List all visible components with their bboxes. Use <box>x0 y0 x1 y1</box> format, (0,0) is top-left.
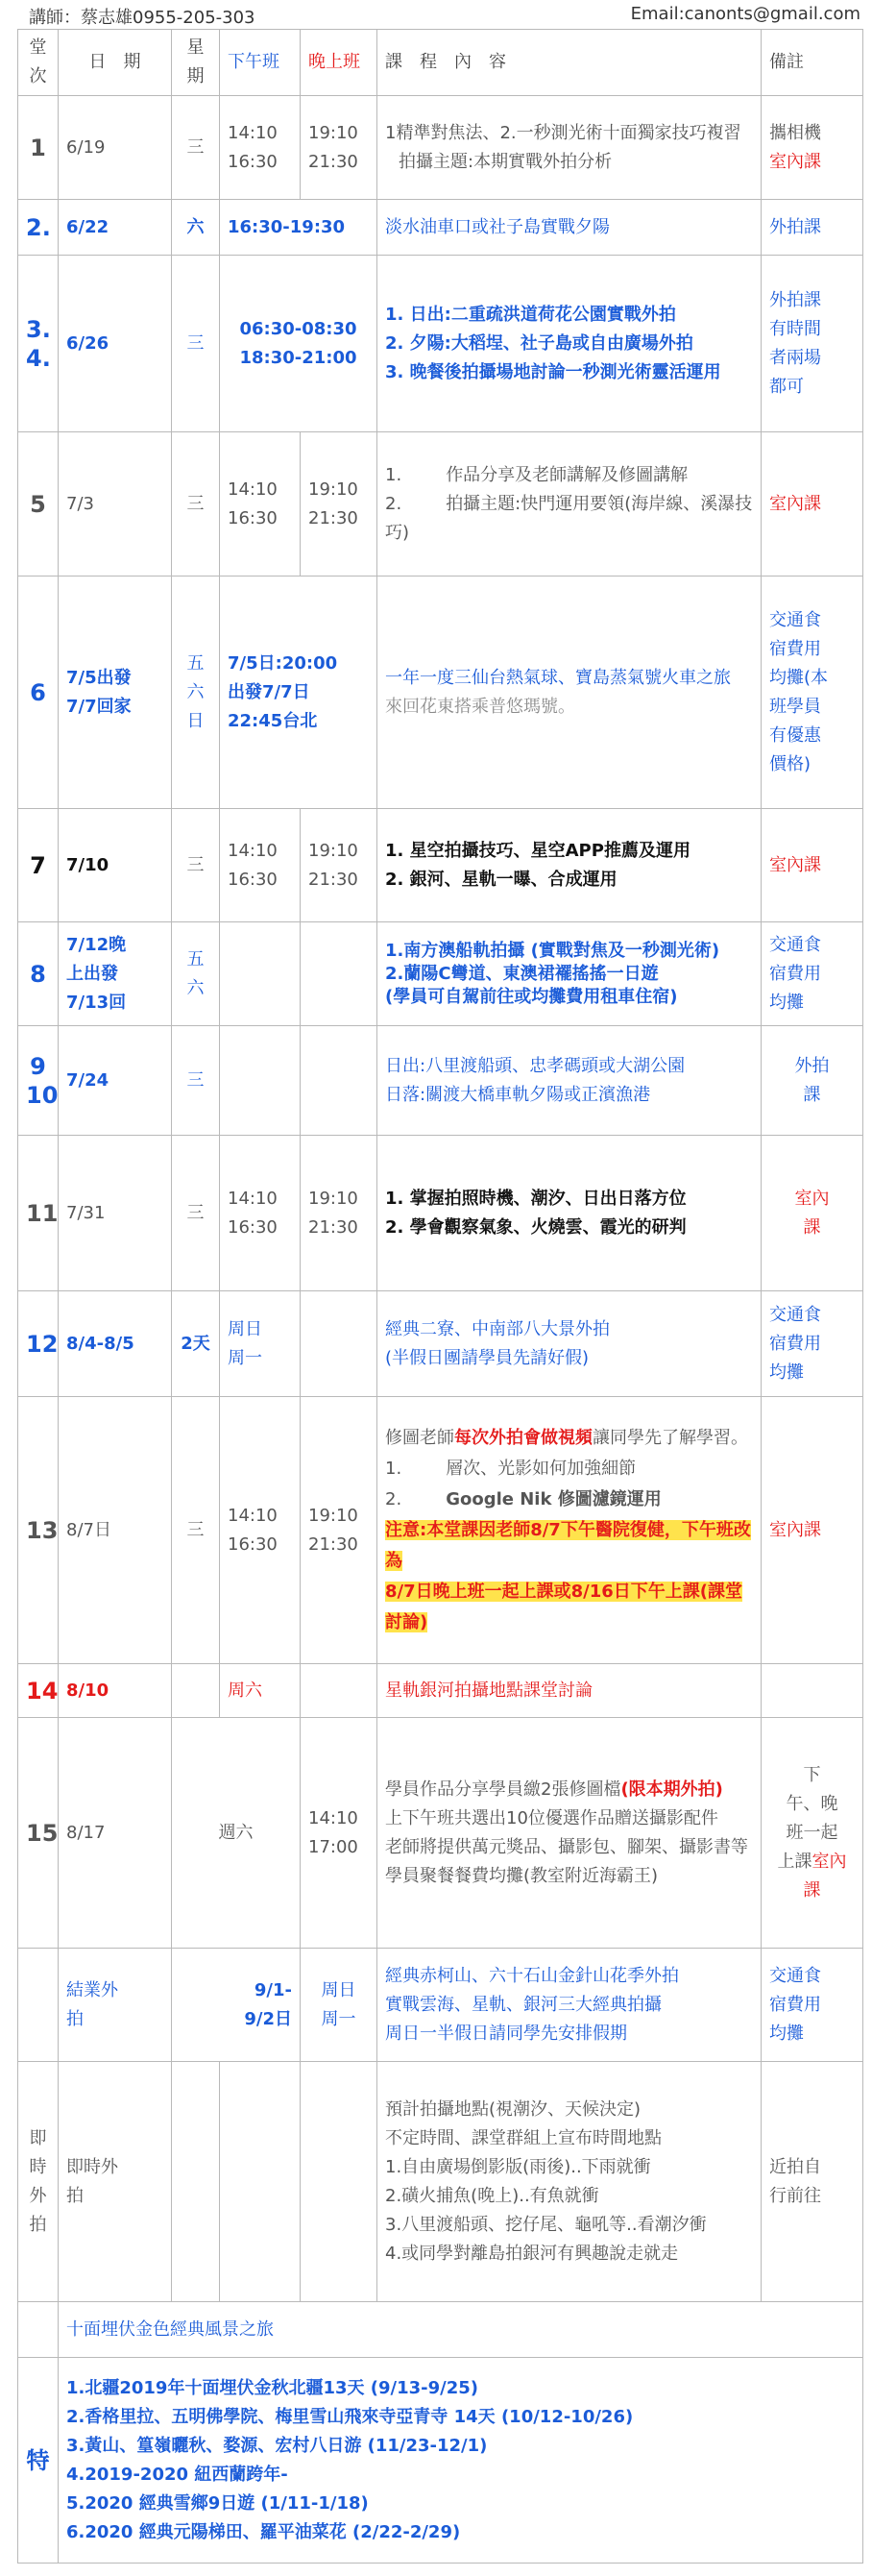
tour-list <box>59 2358 863 2564</box>
date-cell: 7/10 <box>59 809 172 922</box>
note-cell: 交通食 宿費用 均攤(本 班學員 有優惠 價格) <box>762 577 863 809</box>
list-item: 3.黃山、篁嶺曬秋、婺源、宏村八日游 (11/23-12/1) <box>66 2435 488 2456</box>
session-number: 5 <box>18 432 59 577</box>
afternoon-time: 周六 <box>220 1664 301 1718</box>
weekday-cell: 三 <box>172 1397 220 1664</box>
weekday-cell: 五 六 日 <box>172 577 220 809</box>
content-cell: 1. 星空拍攝技巧、星空APP推薦及運用 2. 銀河、星軌一曝、合成運用 <box>377 809 762 922</box>
col-note: 備註 <box>762 30 863 96</box>
table-row <box>18 2302 863 2358</box>
evening-time: 19:10 21:30 <box>301 1397 377 1664</box>
col-content: 課 程 內 容 <box>377 30 762 96</box>
evening-time: 19:10 21:30 <box>301 96 377 200</box>
session-number: 2. <box>18 200 59 256</box>
weekday-cell: 三 <box>172 96 220 200</box>
col-afternoon: 下午班 <box>220 30 301 96</box>
session-number: 7 <box>18 809 59 922</box>
afternoon-time: 14:10 16:30 <box>220 1397 301 1664</box>
session-number: 9 10 <box>18 1026 59 1136</box>
note-cell: 外拍課 有時間 者兩場 都可 <box>762 256 863 432</box>
content-cell: 一年一度三仙台熱氣球、寶島蒸氣號火車之旅 來回花東搭乘普悠瑪號。 <box>377 577 762 809</box>
session-number: 8 <box>18 922 59 1026</box>
content-cell: 經典二寮、中南部八大景外拍 (半假日團請學員先請好假) <box>377 1291 762 1397</box>
table-row <box>18 1664 863 1718</box>
date-cell: 8/17 <box>59 1718 172 1949</box>
date-cell: 7/24 <box>59 1026 172 1136</box>
note-cell: 室內課 <box>762 432 863 577</box>
note-cell: 室內課 <box>762 809 863 922</box>
note-cell: 攜相機 室內課 <box>762 96 863 200</box>
evening-time: 周日 周一 <box>301 1949 377 2062</box>
session-number: 即 時 外 拍 <box>18 2062 59 2302</box>
note-cell: 交通食 宿費用 均攤 <box>762 1949 863 2062</box>
date-cell: 6/19 <box>59 96 172 200</box>
content-cell: 1精準對焦法、2.一秒測光術十面獨家技巧複習 拍攝主題:本期實戰外拍分析 <box>377 96 762 200</box>
weekday-cell: 週六 <box>172 1718 301 1949</box>
time-cell: 7/5日:20:00 出發7/7日 22:45台北 <box>220 577 377 809</box>
afternoon-time: 14:10 16:30 <box>220 432 301 577</box>
date-cell: 8/4-8/5 <box>59 1291 172 1397</box>
content-cell: 淡水油車口或社子島實戰夕陽 <box>377 200 762 256</box>
col-weekday: 星期 <box>172 30 220 96</box>
afternoon-time: 9/1- 9/2日 <box>172 1949 301 2062</box>
email-contact: Email:canonts@gmail.com <box>630 4 860 24</box>
weekday-cell <box>172 2062 220 2302</box>
instructor-contact: 講師：蔡志雄0955-205-303 <box>29 8 255 28</box>
list-item: 4.2019-2020 紐西蘭跨年- <box>66 2464 288 2485</box>
content-cell: 日出:八里渡船頭、忠孝碼頭或大湖公園 日落:關渡大橋車軌夕陽或正濱漁港 <box>377 1026 762 1136</box>
col-evening: 晚上班 <box>301 30 377 96</box>
note-cell: 室內 課 <box>762 1136 863 1291</box>
page-header <box>29 0 860 29</box>
date-cell: 6/26 <box>59 256 172 432</box>
list-item: 1.北疆2019年十面埋伏金秋北疆13天 (9/13-9/25) <box>66 2377 478 2398</box>
content-cell: 星軌銀河拍攝地點課堂討論 <box>377 1664 762 1718</box>
date-cell: 7/12晚 上出發 7/13回 <box>59 922 172 1026</box>
table-row <box>18 2358 863 2564</box>
note-cell: 近拍自 行前往 <box>762 2062 863 2302</box>
afternoon-time: 14:10 17:00 <box>301 1718 377 1949</box>
afternoon-time: 14:10 16:30 <box>220 96 301 200</box>
session-number: 11 <box>18 1136 59 1291</box>
session-number: 12 <box>18 1291 59 1397</box>
weekday-cell: 三 <box>172 432 220 577</box>
note-cell: 外拍課 <box>762 200 863 256</box>
session-number: 1 <box>18 96 59 200</box>
tour-heading: 十面埋伏金色經典風景之旅 <box>59 2302 863 2358</box>
session-number <box>18 1949 59 2062</box>
evening-time <box>301 1291 377 1397</box>
content-cell: 修圖老師每次外拍會做視頻讓同學先了解學習。 1. 層次、光影如何加強細節 2. Google Nik 修圖濾鏡運用 注意:本堂課因老師8/7下午醫院復健，下午班改為 8/7日晚上班一起上課或8/16日下午上課(課堂討論) <box>377 1397 762 1664</box>
table-row <box>18 432 863 577</box>
table-row <box>18 256 863 432</box>
afternoon-time <box>220 922 301 1026</box>
table-row <box>18 922 863 1026</box>
date-cell: 6/22 <box>59 200 172 256</box>
session-number: 6 <box>18 577 59 809</box>
notice-highlight: 8/7日晚上班一起上課或8/16日下午上課(課堂討論) <box>385 1581 742 1632</box>
note-cell: 室內課 <box>762 1397 863 1664</box>
evening-time <box>301 2062 377 2302</box>
date-cell: 8/10 <box>59 1664 172 1718</box>
notice-highlight: 注意:本堂課因老師8/7下午醫院復健，下午班改為 <box>385 1519 751 1571</box>
session-number: 14 <box>18 1664 59 1718</box>
afternoon-time: 14:10 16:30 <box>220 809 301 922</box>
table-row <box>18 1291 863 1397</box>
session-number: 15 <box>18 1718 59 1949</box>
content-cell: 學員作品分享學員繳2張修圖檔(限本期外拍) 上下午班共選出10位優選作品贈送攝影配件 老師將提供萬元獎品、攝影包、腳架、攝影書等 學員聚餐餐費均攤(教室附近海霸王) <box>377 1718 762 1949</box>
date-cell: 7/31 <box>59 1136 172 1291</box>
evening-time: 19:10 21:30 <box>301 1136 377 1291</box>
evening-time <box>301 1664 377 1718</box>
weekday-cell: 三 <box>172 1026 220 1136</box>
list-item: 5.2020 經典雪鄉9日遊 (1/11-1/18) <box>66 2492 369 2514</box>
time-cell: 16:30-19:30 <box>220 200 377 256</box>
weekday-cell <box>172 1664 220 1718</box>
time-cell: 06:30-08:30 18:30-21:00 <box>220 256 377 432</box>
table-row <box>18 809 863 922</box>
date-cell: 即時外 拍 <box>59 2062 172 2302</box>
afternoon-time: 周日 周一 <box>220 1291 301 1397</box>
weekday-cell: 2天 <box>172 1291 220 1397</box>
note-cell <box>762 1664 863 1718</box>
col-session: 堂次 <box>18 30 59 96</box>
table-row <box>18 577 863 809</box>
afternoon-time <box>220 1026 301 1136</box>
weekday-cell: 三 <box>172 256 220 432</box>
note-cell: 下 午、晚 班一起 上課室內 課 <box>762 1718 863 1949</box>
table-row <box>18 1397 863 1664</box>
weekday-cell: 六 <box>172 200 220 256</box>
date-cell: 7/5出發 7/7回家 <box>59 577 172 809</box>
table-row <box>18 1949 863 2062</box>
content-cell: 1. 日出:二重疏洪道荷花公園實戰外拍 2. 夕陽:大稻埕、社子島或自由廣場外拍 3. 晚餐後拍攝場地討論一秒測光術靈活運用 <box>377 256 762 432</box>
content-cell: 經典赤柯山、六十石山金針山花季外拍 實戰雲海、星軌、銀河三大經典拍攝 周日一半假日請同學先安排假期 <box>377 1949 762 2062</box>
session-number: 13 <box>18 1397 59 1664</box>
table-row <box>18 1026 863 1136</box>
course-schedule-table <box>17 29 863 2564</box>
table-header-row <box>18 30 863 96</box>
note-cell: 外拍 課 <box>762 1026 863 1136</box>
content-cell: 預計拍攝地點(視潮汐、天候決定) 不定時間、課堂群組上宣布時間地點 1.自由廣場倒影版(雨後)..下雨就衝 2.磺火捕魚(晚上)..有魚就衝 3.八里渡船頭、挖仔尾、龜吼等..看潮汐衝 4.或同學對離島拍銀河有興趣說走就走 <box>377 2062 762 2302</box>
session-number <box>18 2302 59 2358</box>
col-date: 日 期 <box>59 30 172 96</box>
weekday-cell: 五 六 <box>172 922 220 1026</box>
content-cell: 1.南方澳船軌拍攝 (實戰對焦及一秒測光術) 2.蘭陽C彎道、東澳裙襬搖搖一日遊 (學員可自駕前往或均攤費用租車住宿) <box>377 922 762 1026</box>
table-row <box>18 200 863 256</box>
table-row <box>18 96 863 200</box>
date-cell: 結業外 拍 <box>59 1949 172 2062</box>
date-cell: 7/3 <box>59 432 172 577</box>
afternoon-time: 14:10 16:30 <box>220 1136 301 1291</box>
list-item: 6.2020 經典元陽梯田、羅平油菜花 (2/22-2/29) <box>66 2521 461 2542</box>
afternoon-time <box>220 2062 301 2302</box>
content-cell: 1. 作品分享及老師講解及修圖講解 2. 拍攝主題:快門運用要領(海岸線、溪瀑技巧) <box>377 432 762 577</box>
weekday-cell: 三 <box>172 809 220 922</box>
evening-time <box>301 922 377 1026</box>
note-cell: 交通食 宿費用 均攤 <box>762 1291 863 1397</box>
table-row <box>18 1718 863 1949</box>
table-row <box>18 1136 863 1291</box>
table-row <box>18 2062 863 2302</box>
evening-time: 19:10 21:30 <box>301 432 377 577</box>
evening-time: 19:10 21:30 <box>301 809 377 922</box>
weekday-cell: 三 <box>172 1136 220 1291</box>
evening-time <box>301 1026 377 1136</box>
list-item: 2.香格里拉、五明佛學院、梅里雪山飛來寺亞青寺 14天 (10/12-10/26) <box>66 2406 634 2427</box>
date-cell: 8/7日 <box>59 1397 172 1664</box>
note-cell: 交通食 宿費用 均攤 <box>762 922 863 1026</box>
session-number: 特 <box>18 2358 59 2564</box>
session-number: 3. 4. <box>18 256 59 432</box>
content-cell: 1. 掌握拍照時機、潮汐、日出日落方位 2. 學會觀察氣象、火燒雲、霞光的研判 <box>377 1136 762 1291</box>
